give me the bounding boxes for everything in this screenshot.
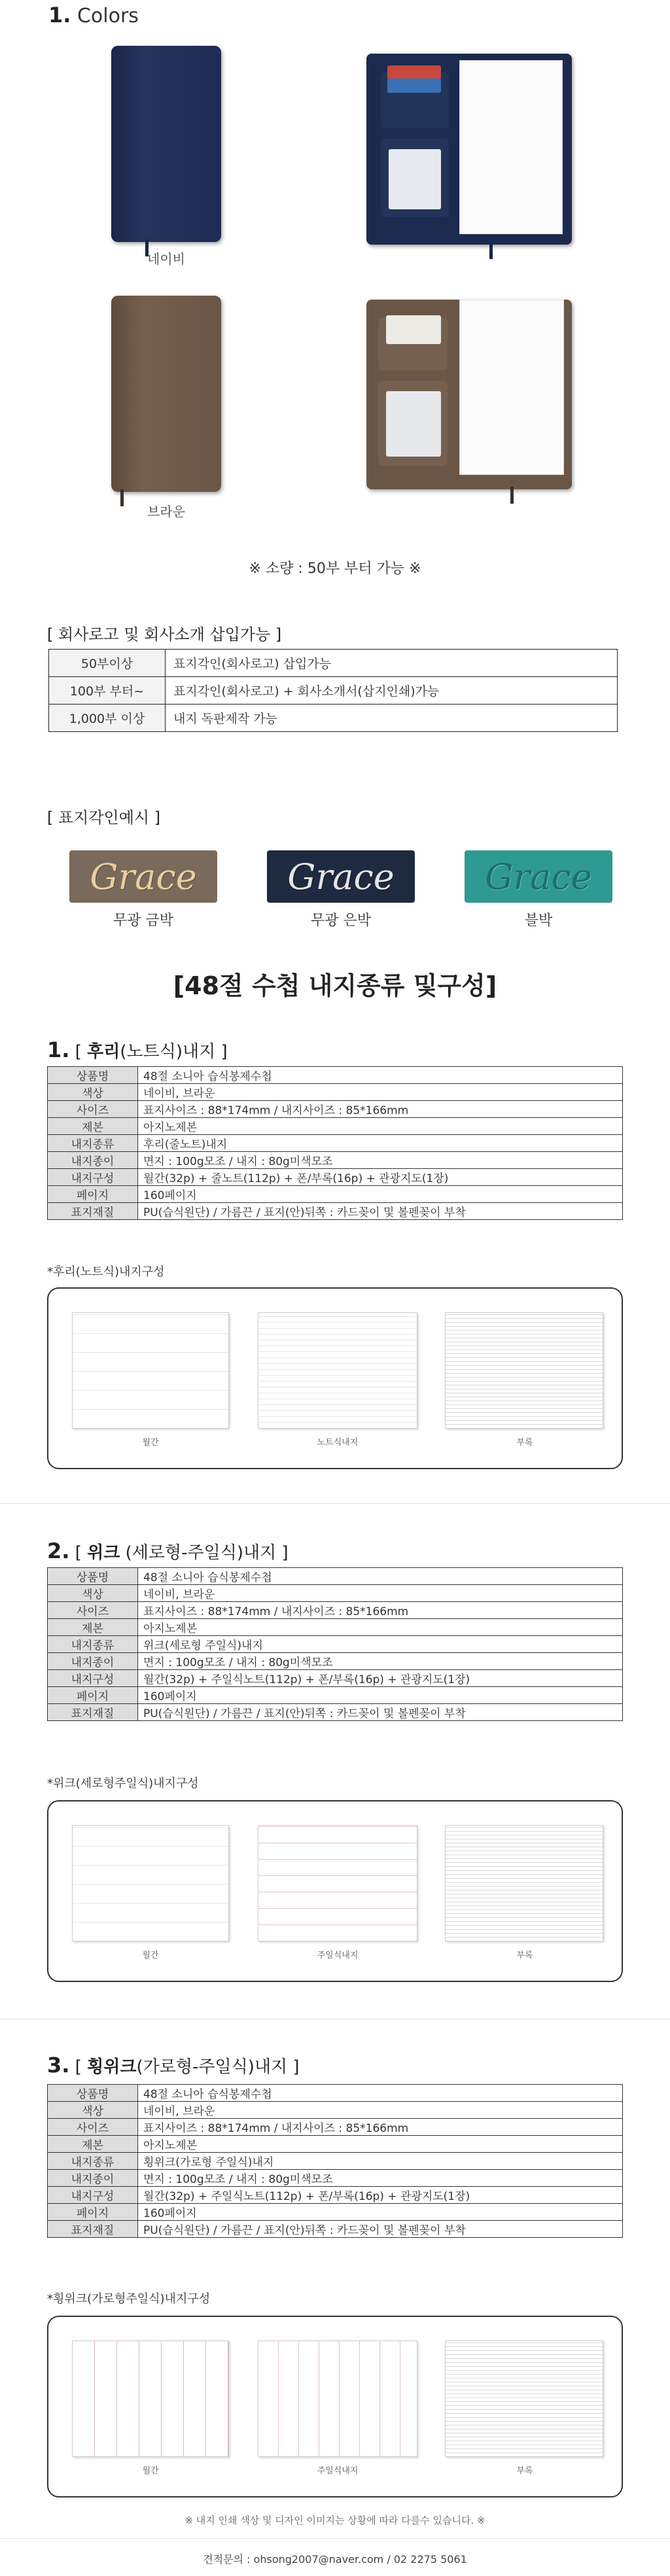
logo-options-table	[48, 649, 618, 732]
appendix-page-thumb	[445, 1312, 603, 1429]
colors-title: 1. Colors	[48, 3, 139, 27]
blind-emboss-label: 블박	[524, 913, 553, 929]
inner-page-types-title: [48절 수첩 내지종류 및구성]	[173, 971, 497, 1000]
gold-foil-sample: Grace	[69, 850, 217, 903]
navy-label: 네이비	[147, 251, 185, 267]
part2-config-label: *위크(세로형주일식)내지구성	[47, 1777, 199, 1790]
part3-config-frame: 월간 주일식내지 부록	[47, 2316, 623, 2498]
part3-config-label: *횡위크(가로형주일식)내지구성	[47, 2292, 211, 2306]
monthly-page-thumb	[72, 1825, 229, 1941]
engraving-section-title: [ 표지각인예시 ]	[47, 809, 161, 827]
gold-foil-label: 무광 금박	[113, 913, 173, 929]
brown-open-ribbon	[510, 487, 514, 504]
part3-spec-table: 상품명 48절 소니아 습식봉제수첩 색상 네이비, 브라운 사이즈 표지사이즈 : 88*174mm / 내지사이즈 : 85*166mm 제본 아지노제본 내지종류 횡위크(가로형 주일식)내지 내지종이 면지 : 100g모조 / 내지 : 80g미색모조 내지구성 월간(32p) + 주일식노트(112p) + 폰/부록(16p) + 관광지도(1장) 페이지 160페이지 표지재질 PU(습식원단) / 가름끈 / 표지(안)뒤쪽 : 카드꽂이 및 볼펜꽂이 부착	[47, 2084, 623, 2238]
blind-emboss-sample: Grace	[465, 850, 612, 903]
min-order-note: ※ 소량 : 50부 부터 가능 ※	[249, 561, 421, 577]
part2-spec-table: 상품명 48절 소니아 습식봉제수첩 색상 네이비, 브라운 사이즈 표지사이즈 : 88*174mm / 내지사이즈 : 85*166mm 제본 아지노제본 내지종류 위크(세로형 주일식)내지 내지종이 면지 : 100g모조 / 내지 : 80g미색모조 내지구성 월간(32p) + 주일식노트(112p) + 폰/부록(16p) + 관광지도(1장) 페이지 160페이지 표지재질 PU(습식원단) / 가름끈 / 표지(안)뒤쪽 : 카드꽂이 및 볼펜꽂이 부착	[47, 1567, 623, 1721]
appendix-page-thumb	[445, 2341, 603, 2457]
part1-spec-table: 상품명 48절 소니아 습식봉제수첩 색상 네이비, 브라운 사이즈 표지사이즈 : 88*174mm / 내지사이즈 : 85*166mm 제본 아지노제본 내지종류 후리(줄노트)내지 내지종이 면지 : 100g모조 / 내지 : 80g미색모조 내지구성 월간(32p) + 줄노트(112p) + 폰/부록(16p) + 관광지도(1장) 페이지 160페이지 표지재질 PU(습식원단) / 가름끈 / 표지(안)뒤쪽 : 카드꽂이 및 볼펜꽂이 부착	[47, 1066, 623, 1220]
part1-title: 1. [ 후리(노트식)내지 ]	[47, 1037, 228, 1062]
monthly-page-thumb	[72, 1312, 229, 1429]
weekly-page-thumb	[258, 1825, 417, 1941]
navy-open-ribbon	[489, 242, 493, 259]
part2-config-frame: 월간 주일식내지 부록	[47, 1800, 623, 1982]
table-row: 1,000부 이상 내지 독판제작 가능	[49, 705, 618, 732]
silver-foil-label: 무광 은박	[310, 913, 371, 929]
monthly-page-thumb	[72, 2341, 229, 2457]
navy-notebook-closed	[111, 46, 221, 242]
appendix-page-thumb	[445, 1825, 603, 1941]
brown-notebook-closed	[111, 296, 221, 492]
part1-config-label: *후리(노트식)내지구성	[47, 1265, 165, 1279]
table-row: 100부 부터~ 표지각인(회사로고) + 회사소개서(삽지인쇄)가능	[49, 677, 618, 705]
brown-notebook-open	[366, 300, 572, 489]
navy-notebook-open	[366, 54, 572, 245]
logo-section-title: [ 회사로고 및 회사소개 삽입가능 ]	[47, 625, 282, 644]
part2-title: 2. [ 위크 (세로형-주일식)내지 ]	[47, 1539, 289, 1563]
part3-title: 3. [ 횡위크(가로형-주일식)내지 ]	[47, 2053, 300, 2078]
contact-info: 견적문의 : ohsong2007@naver.com / 02 2275 5061	[203, 2553, 467, 2566]
horizontal-weekly-thumb	[258, 2341, 417, 2457]
table-row: 50부이상 표지각인(회사로고) 삽입가능	[49, 650, 618, 677]
note-page-thumb	[258, 1312, 417, 1429]
part1-config-frame: 월간 노트식내지 부록	[47, 1287, 623, 1469]
disclaimer-note: ※ 내지 인쇄 색상 및 디자인 이미지는 상황에 따라 다를수 있습니다. ※	[185, 2515, 485, 2526]
divider	[0, 2538, 670, 2539]
silver-foil-sample: Grace	[267, 850, 415, 903]
divider	[0, 1503, 670, 1504]
brown-label: 브라운	[147, 504, 185, 519]
